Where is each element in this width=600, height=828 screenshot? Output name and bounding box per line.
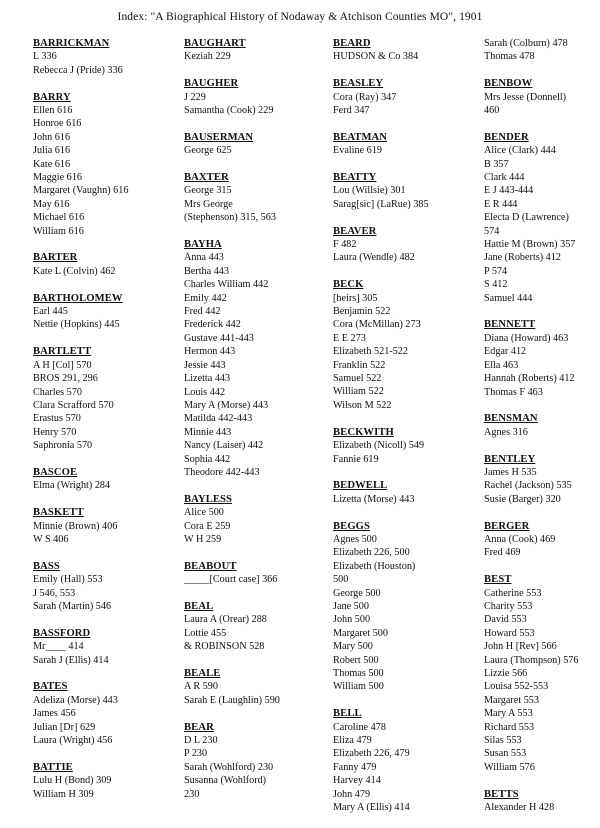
surname-heading: BASCOE	[33, 466, 78, 478]
index-item: Laura A (Orear) 288	[184, 614, 267, 626]
index-entry	[333, 278, 481, 412]
index-item: Ellen 616	[33, 105, 73, 117]
index-item: Mary A (Morse) 443	[184, 399, 269, 411]
index-item: Gustave 441-443	[184, 332, 254, 344]
index-item: Adeliza (Morse) 443	[33, 694, 118, 706]
surname-heading: BASS	[33, 560, 60, 572]
index-item: Catherine 553	[484, 587, 542, 599]
index-entry	[484, 412, 600, 439]
index-entry	[33, 292, 183, 332]
surname-heading: BEAR	[184, 721, 214, 733]
index-item: Kate L (Colvin) 462	[33, 265, 116, 277]
index-item: Rebecca J (Pride) 336	[33, 64, 123, 76]
index-item: Charles William 442	[184, 279, 269, 291]
surname-heading: BEST	[484, 574, 512, 586]
index-item: Louisa 552-553	[484, 681, 549, 693]
index-item: Kate 616	[33, 158, 71, 170]
index-item: Susanna (Wohlford)	[184, 775, 267, 787]
index-item: Wilson M 522	[333, 399, 392, 411]
index-item: Thomas 478	[484, 51, 535, 63]
index-item: Sarah J (Ellis) 414	[33, 654, 109, 666]
index-item: W H 259	[184, 533, 222, 545]
index-item: Hattie M (Brown) 357	[484, 239, 576, 251]
index-item: 500	[333, 574, 349, 586]
index-item: Lottie 455	[184, 627, 227, 639]
index-item: Laura (Thompson) 576	[484, 654, 579, 666]
index-entry	[33, 251, 183, 278]
surname-heading: BENSMAN	[484, 413, 538, 425]
index-entry	[333, 225, 481, 265]
index-item: John 500	[333, 614, 371, 626]
index-item: Ella 463	[484, 359, 519, 371]
index-item: Sarah (Wohlford) 230	[184, 761, 274, 773]
surname-heading: BASKETT	[33, 507, 84, 519]
surname-heading: BEABOUT	[184, 560, 237, 572]
index-item: 574	[484, 225, 500, 237]
index-item: Fred 442	[184, 306, 221, 318]
index-entry	[333, 520, 481, 694]
index-item: Franklin 522	[333, 359, 386, 371]
index-item: Evaline 619	[333, 145, 382, 157]
index-item: S 412	[484, 279, 508, 291]
index-item: Sophia 442	[184, 453, 231, 465]
surname-heading: BASSFORD	[33, 627, 91, 639]
index-item: George 500	[333, 587, 381, 599]
surname-heading: BAYLESS	[184, 493, 233, 505]
surname-heading: BAYHA	[184, 239, 222, 251]
index-entry	[184, 493, 332, 547]
surname-heading: BATES	[33, 681, 68, 693]
surname-heading: BATTIE	[33, 761, 73, 773]
index-item: Edgar 412	[484, 346, 527, 358]
index-item: W S 406	[33, 533, 69, 545]
index-entry	[484, 573, 600, 774]
index-item: Clara Scrafford 570	[33, 399, 114, 411]
index-item: Saphronia 570	[33, 440, 93, 452]
index-item: Caroline 478	[333, 721, 386, 733]
index-entry	[184, 667, 332, 707]
index-item: J 546, 553	[33, 587, 76, 599]
index-item: Cora (McMillan) 273	[333, 319, 421, 331]
index-item: Mary A 553	[484, 708, 533, 720]
index-item: Bertha 443	[184, 265, 229, 277]
index-item: Honroe 616	[33, 118, 82, 130]
index-item: Margaret 553	[484, 694, 539, 706]
index-item: Samuel 522	[333, 373, 382, 385]
index-item: Agnes 500	[333, 533, 377, 545]
index-entry	[184, 131, 332, 158]
index-item: Sarag[sic] (LaRue) 385	[333, 198, 429, 210]
index-item: BROS 291, 296	[33, 373, 98, 385]
surname-heading: BENTLEY	[484, 453, 536, 465]
index-item: David 553	[484, 614, 527, 626]
index-item: Elizabeth (Nicoll) 549	[333, 440, 425, 452]
index-column-3	[333, 37, 481, 828]
index-item: Minnie 443	[184, 426, 232, 438]
index-item: A H [Col] 570	[33, 359, 92, 371]
index-item: Julian [Dr] 629	[33, 721, 96, 733]
index-item: George 315	[184, 185, 232, 197]
index-entry	[184, 600, 332, 654]
index-entry	[33, 560, 183, 614]
page-title: Index: "A Biographical History of Nodaway & Atchison Counties MO", 1901	[117, 11, 483, 23]
index-item: Anna 443	[184, 252, 224, 264]
index-item: Cora E 259	[184, 520, 231, 532]
index-item: William 522	[333, 386, 384, 398]
index-item: Electa D (Lawrence)	[484, 212, 569, 224]
surname-heading: BEAL	[184, 600, 214, 612]
surname-heading: BELL	[333, 708, 362, 720]
index-item: Emily 442	[184, 292, 227, 304]
index-item: Lizetta (Morse) 443	[333, 493, 415, 505]
index-item: Laura (Wendle) 482	[333, 252, 415, 264]
index-item: Sarah (Martin) 546	[33, 600, 112, 612]
index-item: Agnes 316	[484, 426, 528, 438]
index-entry	[333, 426, 481, 466]
index-entry	[484, 520, 600, 560]
index-item: Charles 570	[33, 386, 82, 398]
index-item: Frederick 442	[184, 319, 241, 331]
index-item: Fannie 619	[333, 453, 379, 465]
index-item: Elizabeth 226, 500	[333, 547, 410, 559]
index-entry	[484, 77, 600, 117]
surname-heading: BENNETT	[484, 319, 536, 331]
index-item: Thomas F 463	[484, 386, 543, 398]
index-item: Theodore 442-443	[184, 466, 260, 478]
surname-heading: BAUGHER	[184, 78, 239, 90]
surname-heading: BARTHOLOMEW	[33, 292, 123, 304]
index-item: William H 309	[33, 788, 94, 800]
index-item: Fred 469	[484, 547, 521, 559]
surname-heading: BECKWITH	[333, 426, 394, 438]
index-item: Michael 616	[33, 212, 85, 224]
index-item: E J 443-444	[484, 185, 534, 197]
index-entry	[484, 453, 600, 507]
surname-heading: BEALE	[184, 667, 221, 679]
index-item: William 576	[484, 761, 535, 773]
index-item: Cora (Ray) 347	[333, 91, 397, 103]
index-item: Lou (Willsie) 301	[333, 185, 406, 197]
index-item: Laura (Wright) 456	[33, 734, 113, 746]
surname-heading: BECK	[333, 279, 364, 291]
index-item: Sarah E (Laughlin) 590	[184, 694, 280, 706]
index-item: Lulu H (Bond) 309	[33, 775, 112, 787]
index-item: Elizabeth (Houston)	[333, 560, 416, 572]
index-item: Minnie (Brown) 406	[33, 520, 118, 532]
index-column-4	[484, 37, 600, 828]
index-entry	[333, 37, 481, 64]
index-item: B 357	[484, 158, 509, 170]
index-item: Samantha (Cook) 229	[184, 105, 274, 117]
index-entry	[33, 761, 183, 801]
index-item: 460	[484, 105, 500, 117]
index-item: (Stephenson) 315, 563	[184, 212, 276, 224]
index-item: William 616	[33, 225, 84, 237]
index-item: Clark 444	[484, 172, 525, 184]
index-entry	[333, 707, 481, 814]
index-entry	[33, 37, 183, 77]
surname-heading: BEARD	[333, 38, 371, 49]
index-item: Ferd 347	[333, 105, 370, 117]
index-column-1	[33, 37, 183, 814]
surname-heading: BARTER	[33, 252, 78, 264]
index-item: J 229	[184, 91, 206, 103]
index-entry	[33, 506, 183, 546]
index-item: Benjamin 522	[333, 306, 391, 318]
index-entry	[484, 131, 600, 305]
index-item: Elma (Wright) 284	[33, 480, 111, 492]
surname-heading: BAUSERMAN	[184, 131, 254, 143]
index-item: Lizzie 566	[484, 667, 528, 679]
index-entry	[184, 238, 332, 479]
index-item: Richard 553	[484, 721, 535, 733]
index-entry	[484, 318, 600, 398]
index-entry	[333, 77, 481, 117]
index-item: D L 230	[184, 734, 218, 746]
index-item: E R 444	[484, 198, 518, 210]
index-item: Diana (Howard) 463	[484, 332, 569, 344]
index-item: [heirs] 305	[333, 292, 378, 304]
index-item: Mr____ 414	[33, 641, 84, 653]
surname-heading: BAUGHART	[184, 38, 246, 49]
index-item: Earl 445	[33, 306, 68, 318]
index-item: P 230	[184, 748, 208, 760]
index-item: Harvey 414	[333, 775, 381, 787]
index-entry	[184, 77, 332, 117]
index-item: Nancy (Laiser) 442	[184, 440, 264, 452]
index-entry	[33, 345, 183, 452]
index-item: Henry 570	[33, 426, 77, 438]
index-item: Alexander H 428	[484, 802, 555, 814]
index-entry	[184, 560, 332, 587]
index-item: Margaret (Vaughn) 616	[33, 185, 129, 197]
index-item: Mrs George	[184, 198, 233, 210]
index-item: Alice (Clark) 444	[484, 145, 556, 157]
index-item: Julia 616	[33, 145, 71, 157]
surname-heading: BENBOW	[484, 78, 533, 90]
index-item: Maggie 616	[33, 172, 82, 184]
index-item: Mary 500	[333, 641, 373, 653]
surname-heading: BEDWELL	[333, 480, 388, 492]
index-item: Elizabeth 226, 479	[333, 748, 410, 760]
index-item: Anna (Cook) 469	[484, 533, 556, 545]
index-entry	[184, 37, 332, 64]
index-item: May 616	[33, 198, 70, 210]
index-item: E E 273	[333, 332, 366, 344]
index-item: Hermon 443	[184, 346, 236, 358]
index-item: P 574	[484, 265, 508, 277]
index-item: Susie (Barger) 320	[484, 493, 561, 505]
index-item: Robert 500	[333, 654, 379, 666]
surname-heading: BETTS	[484, 788, 519, 800]
index-item: Keziah 229	[184, 51, 231, 63]
index-entry	[33, 627, 183, 667]
index-entry	[484, 788, 600, 815]
index-item: Mary A (Ellis) 414	[333, 802, 410, 814]
index-item: F 482	[333, 239, 357, 251]
index-entry	[184, 171, 332, 225]
index-item: Howard 553	[484, 627, 535, 639]
index-entry	[333, 479, 481, 506]
index-item: Lizetta 443	[184, 373, 231, 385]
surname-heading: BEATMAN	[333, 131, 388, 143]
index-item: Margaret 500	[333, 627, 388, 639]
surname-heading: BEGGS	[333, 520, 371, 532]
index-item: George 625	[184, 145, 232, 157]
index-item: Alice 500	[184, 507, 224, 519]
index-entry	[33, 466, 183, 493]
index-item: Silas 553	[484, 735, 522, 747]
surname-heading: BARRY	[33, 91, 71, 103]
surname-heading: BARRICKMAN	[33, 38, 110, 49]
index-item: Samuel 444	[484, 292, 533, 304]
index-item: A R 590	[184, 681, 218, 693]
surname-heading: BEASLEY	[333, 78, 384, 90]
index-item: HUDSON & Co 384	[333, 51, 419, 63]
index-item: Louis 442	[184, 386, 226, 398]
index-item: John 479	[333, 788, 371, 800]
index-column-2	[184, 37, 332, 814]
index-item: Sarah (Colburn) 478	[484, 38, 568, 49]
index-entry	[33, 680, 183, 747]
surname-heading: BEAVER	[333, 225, 377, 237]
index-item: Nettie (Hopkins) 445	[33, 319, 120, 331]
index-item: Fanny 479	[333, 761, 377, 773]
index-item: Erastus 570	[33, 413, 81, 425]
index-item: William 500	[333, 681, 384, 693]
surname-heading: BERGER	[484, 520, 530, 532]
index-item: Mrs Jesse (Donnell)	[484, 91, 567, 103]
index-entry	[184, 721, 332, 801]
index-item: _____[Court case] 366	[184, 574, 278, 586]
index-entry	[333, 171, 481, 211]
index-entry	[333, 131, 481, 158]
surname-heading: BEATTY	[333, 172, 377, 184]
index-item: Jane 500	[333, 600, 369, 612]
index-item: John 616	[33, 131, 71, 143]
index-item: James H 535	[484, 466, 537, 478]
index-item: L 336	[33, 51, 57, 63]
index-item: & ROBINSON 528	[184, 641, 265, 653]
surname-heading: BARTLETT	[33, 346, 92, 358]
index-item: Thomas 500	[333, 667, 384, 679]
index-item: 230	[184, 788, 200, 800]
surname-heading: BAXTER	[184, 172, 229, 184]
index-entry	[33, 91, 183, 238]
index-item: Hannah (Roberts) 412	[484, 373, 575, 385]
index-entry	[484, 37, 600, 64]
index-item: Eliza 479	[333, 734, 372, 746]
index-item: Charity 553	[484, 600, 533, 612]
index-item: James 456	[33, 708, 76, 720]
index-item: Rachel (Jackson) 535	[484, 480, 572, 492]
index-item: Elizabeth 521-522	[333, 346, 408, 358]
index-item: Emily (Hall) 553	[33, 574, 103, 586]
index-item: Susan 553	[484, 748, 527, 760]
index-item: John H [Rev] 566	[484, 641, 557, 653]
index-item: Matilda 442-443	[184, 413, 253, 425]
surname-heading: BENDER	[484, 131, 529, 143]
index-item: Jane (Roberts) 412	[484, 252, 561, 264]
index-item: Jessie 443	[184, 359, 226, 371]
